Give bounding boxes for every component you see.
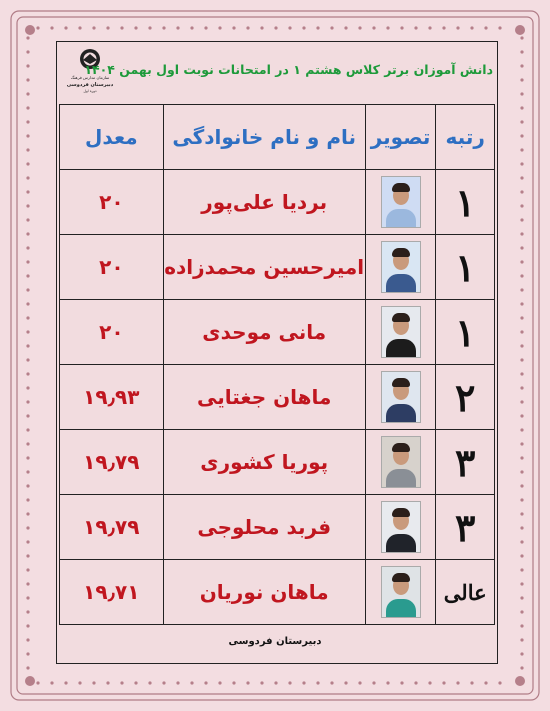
ornament-dot <box>260 681 263 684</box>
ornament-dot <box>498 26 501 29</box>
ornament-dot <box>176 681 179 684</box>
student-name: بردیا علی‌پور <box>201 190 328 214</box>
ornament-dot <box>218 26 221 29</box>
ornament-dot <box>26 302 29 305</box>
content-border <box>56 41 498 664</box>
ornament-dot <box>260 26 263 29</box>
student-name: ماهان جغتایی <box>196 385 332 409</box>
ornament-dot <box>520 442 523 445</box>
ornament-dot <box>498 681 501 684</box>
ornament-dot <box>470 681 473 684</box>
rank-value: ۱ <box>455 179 476 225</box>
ornament-dot <box>26 414 29 417</box>
ornament-dot <box>344 681 347 684</box>
ornament-dot <box>36 681 39 684</box>
ornament-dot <box>162 26 165 29</box>
ornament-dot <box>106 26 109 29</box>
ornament-dot <box>288 681 291 684</box>
ornament-dot <box>26 316 29 319</box>
ornament-dot <box>26 162 29 165</box>
ornament-dot <box>520 414 523 417</box>
ornament-dot <box>106 681 109 684</box>
ornament-dot <box>330 681 333 684</box>
ornament-dot <box>520 204 523 207</box>
ornament-dot <box>400 681 403 684</box>
ornament-dot <box>26 372 29 375</box>
header-name: نام و نام خانوادگی <box>163 105 365 170</box>
average-value: ۱۹٫۷۱ <box>83 580 140 604</box>
ornament-dot <box>26 386 29 389</box>
ornament-dot <box>190 26 193 29</box>
ornament-dot <box>26 400 29 403</box>
ornament-dot <box>26 526 29 529</box>
ornament-dot <box>520 386 523 389</box>
ornament-dot <box>26 64 29 67</box>
ornament-dot <box>520 596 523 599</box>
ornament-dot <box>78 26 81 29</box>
ornament-dot <box>26 344 29 347</box>
student-name: مانی موحدی <box>202 320 327 344</box>
ornament-dot <box>26 624 29 627</box>
ornament-dot <box>26 582 29 585</box>
ornament-dot <box>26 36 29 39</box>
ornament-dot <box>358 681 361 684</box>
ornament-dot <box>520 148 523 151</box>
ornament-dot <box>302 681 305 684</box>
rank-value: ۲ <box>455 374 476 420</box>
ornament-dot <box>520 358 523 361</box>
ornament-dot <box>520 162 523 165</box>
ornament-dot <box>36 26 39 29</box>
ornament-dot <box>520 400 523 403</box>
ornament-dot <box>26 190 29 193</box>
ornament-dot <box>26 120 29 123</box>
svg-text:دوره اول: دوره اول <box>83 89 97 93</box>
ornament-dot <box>520 582 523 585</box>
rank-value: ۳ <box>455 439 476 485</box>
ornament-dot <box>520 484 523 487</box>
ornament-dot <box>520 246 523 249</box>
ornament-dot <box>26 288 29 291</box>
ornament-dot <box>246 26 249 29</box>
ornament-dot <box>456 681 459 684</box>
ornament-dot <box>26 246 29 249</box>
ornament-dot <box>372 681 375 684</box>
ornament-dot <box>25 676 35 686</box>
rank-value: عالی <box>443 579 487 605</box>
ornament-dot <box>204 26 207 29</box>
ornament-dot <box>428 26 431 29</box>
rank-value: ۳ <box>455 504 476 550</box>
ornament-dot <box>520 372 523 375</box>
ornament-dot <box>316 26 319 29</box>
ornament-dot <box>520 344 523 347</box>
ornament-dot <box>26 148 29 151</box>
ornament-dot <box>162 681 165 684</box>
student-name: فربد محلوجی <box>197 515 332 539</box>
ornament-dot <box>470 26 473 29</box>
ornament-dot <box>26 428 29 431</box>
ornament-dot <box>26 330 29 333</box>
ornament-dot <box>26 666 29 669</box>
ornament-dot <box>26 442 29 445</box>
ornament-dot <box>302 26 305 29</box>
ornament-dot <box>134 26 137 29</box>
ornament-dot <box>26 260 29 263</box>
ornament-dot <box>520 540 523 543</box>
ornament-dot <box>92 26 95 29</box>
ornament-dot <box>26 596 29 599</box>
student-name: امیرحسین محمدزاده <box>164 255 365 279</box>
ornament-dot <box>520 554 523 557</box>
ornament-dot <box>120 26 123 29</box>
student-name: پوریا کشوری <box>200 450 329 474</box>
ornament-dot <box>26 92 29 95</box>
ornament-dot <box>246 681 249 684</box>
ornament-dot <box>515 676 525 686</box>
header-photo: تصویر <box>365 105 436 170</box>
ornament-dot <box>26 498 29 501</box>
ornament-dot <box>520 610 523 613</box>
ornament-dot <box>26 568 29 571</box>
ornament-dot <box>134 681 137 684</box>
ornament-dot <box>78 681 81 684</box>
ornament-dot <box>358 26 361 29</box>
ornament-dot <box>520 50 523 53</box>
ornament-dot <box>64 26 67 29</box>
ornament-dot <box>120 681 123 684</box>
ornament-dot <box>274 26 277 29</box>
average-value: ۱۹٫۹۳ <box>83 385 140 409</box>
ornament-dot <box>520 330 523 333</box>
ornament-dot <box>520 624 523 627</box>
ornament-dot <box>50 681 53 684</box>
ornament-dot <box>414 681 417 684</box>
ornament-dot <box>26 540 29 543</box>
ornament-dot <box>520 274 523 277</box>
ornament-dot <box>520 78 523 81</box>
ornament-dot <box>442 26 445 29</box>
ornament-dot <box>50 26 53 29</box>
ornament-dot <box>190 681 193 684</box>
ornament-dot <box>204 681 207 684</box>
ornament-dot <box>176 26 179 29</box>
ornament-dot <box>520 218 523 221</box>
ornament-dot <box>26 652 29 655</box>
ornament-dot <box>274 681 277 684</box>
student-name: ماهان نوریان <box>199 580 329 604</box>
ornament-dot <box>26 456 29 459</box>
ornament-dot <box>520 232 523 235</box>
ornament-dot <box>26 610 29 613</box>
ornament-dot <box>484 26 487 29</box>
ornament-dot <box>386 26 389 29</box>
ornament-dot <box>520 302 523 305</box>
ornament-dot <box>26 358 29 361</box>
ornament-dot <box>520 470 523 473</box>
ornament-dot <box>400 26 403 29</box>
average-value: ۱۹٫۷۹ <box>83 515 140 539</box>
ornament-dot <box>26 106 29 109</box>
ornament-dot <box>520 92 523 95</box>
ornament-dot <box>26 484 29 487</box>
ornament-dot <box>218 681 221 684</box>
ornament-dot <box>26 218 29 221</box>
ornament-dot <box>428 681 431 684</box>
ornament-dot <box>64 681 67 684</box>
rank-value: ۱ <box>455 309 476 355</box>
ornament-dot <box>520 428 523 431</box>
ornament-dot <box>148 26 151 29</box>
header-rank: رتبه <box>436 105 495 170</box>
average-value: ۲۰ <box>99 190 124 214</box>
ornament-dot <box>520 456 523 459</box>
ornament-dot <box>288 26 291 29</box>
ornament-dot <box>520 120 523 123</box>
svg-text:دبیرستان فردوسی: دبیرستان فردوسی <box>66 82 114 88</box>
average-value: ۱۹٫۷۹ <box>83 450 140 474</box>
ornament-dot <box>484 681 487 684</box>
ornament-dot <box>316 681 319 684</box>
ornament-dot <box>26 232 29 235</box>
ornament-dot <box>26 274 29 277</box>
ornament-dot <box>92 681 95 684</box>
page-title: دانش آموزان برتر کلاس هشتم ۱ در امتحانات نوبت اول بهمن ۱۴۰۴ <box>84 62 493 77</box>
ornament-dot <box>26 512 29 515</box>
ornament-dot <box>520 134 523 137</box>
ornament-dot <box>232 681 235 684</box>
ornament-dot <box>386 681 389 684</box>
ornament-dot <box>26 204 29 207</box>
ornament-dot <box>520 36 523 39</box>
ornament-dot <box>26 50 29 53</box>
ornament-dot <box>148 681 151 684</box>
rank-value: ۱ <box>455 244 476 290</box>
ornament-dot <box>520 568 523 571</box>
ornament-dot <box>442 681 445 684</box>
ornament-dot <box>330 26 333 29</box>
ornament-dot <box>520 64 523 67</box>
ornament-dot <box>456 26 459 29</box>
ornament-dot <box>372 26 375 29</box>
ornament-dot <box>520 260 523 263</box>
ornament-dot <box>520 512 523 515</box>
ornament-dot <box>520 666 523 669</box>
ornament-dot <box>26 554 29 557</box>
ornament-dot <box>414 26 417 29</box>
ornament-dot <box>520 176 523 179</box>
ornament-dot <box>520 498 523 501</box>
ornament-dot <box>520 106 523 109</box>
ornament-dot <box>26 134 29 137</box>
ornament-dot <box>520 190 523 193</box>
footer-school-name: دبیرستان فردوسی <box>228 636 322 647</box>
ornament-dot <box>520 652 523 655</box>
ornament-dot <box>515 25 525 35</box>
ornament-dot <box>25 25 35 35</box>
header-average: معدل <box>60 105 164 170</box>
ornament-dot <box>520 316 523 319</box>
ornament-dot <box>26 176 29 179</box>
svg-text:سازمان مدارس فرهنگ: سازمان مدارس فرهنگ <box>70 75 110 80</box>
ornament-dot <box>344 26 347 29</box>
ornament-dot <box>520 526 523 529</box>
ornament-dot <box>26 78 29 81</box>
average-value: ۲۰ <box>99 255 124 279</box>
ornament-dot <box>232 26 235 29</box>
ornament-dot <box>26 470 29 473</box>
average-value: ۲۰ <box>99 320 124 344</box>
ornament-dot <box>520 288 523 291</box>
